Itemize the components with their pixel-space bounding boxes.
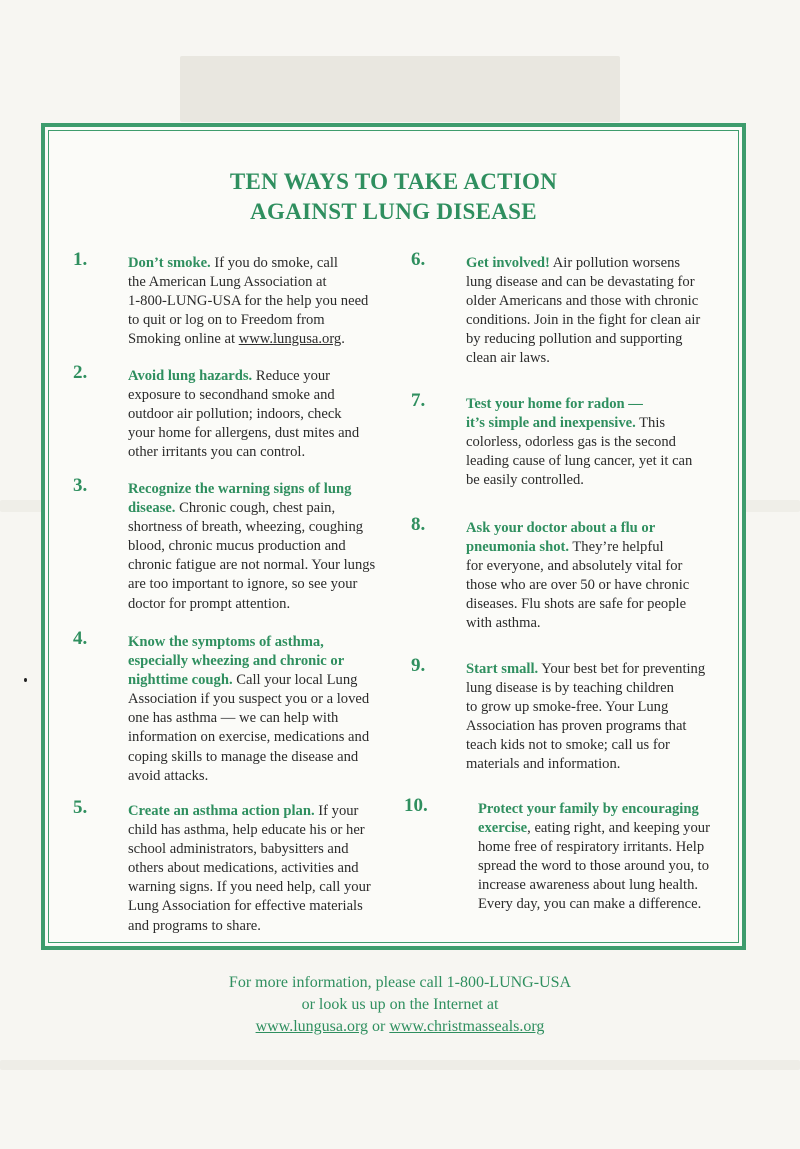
- item-number: 3.: [73, 475, 88, 496]
- item-line: [466, 595, 689, 614]
- item-text: Lung Association for effective materials: [128, 898, 363, 915]
- item-heading: pneumonia shot.: [466, 539, 569, 556]
- item-text: exposure to secondhand smoke and: [128, 387, 335, 404]
- item-line: [466, 254, 700, 273]
- item-text: Association if you suspect you or a loved: [128, 691, 370, 708]
- item-line: [128, 859, 371, 878]
- item-body: [466, 254, 700, 369]
- item-heading: it’s simple and inexpensive.: [466, 415, 636, 432]
- item-text: doctor for prompt attention.: [128, 595, 291, 612]
- item-line: [466, 557, 689, 576]
- item-text: colorless, odorless gas is the second: [466, 434, 676, 451]
- item-line: [478, 857, 710, 876]
- item-text: , eating right, and keeping your: [527, 820, 710, 837]
- item-body: [466, 660, 705, 775]
- item-body: [466, 395, 692, 490]
- item-line: [466, 311, 700, 330]
- speck: [24, 678, 27, 682]
- item-text: outdoor air pollution; indoors, check: [128, 406, 342, 423]
- item-heading: Ask your doctor about a flu or: [466, 520, 656, 536]
- item-text: Every day, you can make a difference.: [478, 896, 702, 913]
- item-text: your home for allergens, dust mites and: [128, 425, 360, 442]
- item-line: [128, 367, 359, 386]
- item-text: They’re helpful: [569, 539, 664, 556]
- item-number: 6.: [411, 249, 426, 270]
- contact-footer: [0, 972, 800, 1038]
- item-text: conditions. Join in the fight for clean air: [466, 312, 701, 329]
- page-title: [45, 167, 742, 227]
- item-text: This: [635, 415, 666, 432]
- item-text: lung disease is by teaching children: [466, 680, 674, 697]
- item-heading: Get involved!: [466, 255, 550, 271]
- item-heading: Avoid lung hazards.: [128, 368, 253, 384]
- item-line: [128, 254, 368, 273]
- item-line: [466, 292, 700, 311]
- item-text: lung disease and can be devastating for: [466, 274, 695, 291]
- item-line: [466, 679, 705, 698]
- item-line: [466, 538, 689, 557]
- item-line: [466, 660, 705, 679]
- item-text: avoid attacks.: [128, 767, 209, 784]
- item-text: others about medications, activities and: [128, 860, 359, 877]
- christmasseals-link[interactable]: www.christmasseals.org: [389, 1018, 545, 1035]
- item-line: [128, 273, 368, 292]
- item-text: to quit or log on to Freedom from: [128, 312, 325, 329]
- item-text: for everyone, and absolutely vital for: [466, 558, 683, 575]
- show-through-band: [0, 1060, 800, 1070]
- item-line: [128, 897, 371, 916]
- item-line: [128, 671, 369, 690]
- item-heading: disease.: [128, 500, 176, 517]
- item-line: [128, 443, 359, 462]
- item-text: child has asthma, help educate his or her: [128, 822, 365, 839]
- item-number: 10.: [404, 795, 428, 816]
- item-text: home free of respiratory irritants. Help: [478, 839, 705, 856]
- item-number: 9.: [411, 655, 426, 676]
- item-number: 7.: [411, 390, 426, 411]
- item-line: [478, 838, 710, 857]
- footer-line-2: or look us up on the Internet at: [301, 996, 499, 1013]
- item-heading: Recognize the warning signs of lung: [128, 481, 352, 497]
- item-number: 5.: [73, 797, 88, 818]
- item-line: [466, 698, 705, 717]
- item-text: Chronic cough, chest pain,: [175, 500, 336, 517]
- item-line: [466, 395, 692, 414]
- item-line: [466, 717, 705, 736]
- item-line: [128, 709, 369, 728]
- footer-connector: or: [368, 1018, 390, 1035]
- item-text: increase awareness about lung health.: [478, 877, 699, 894]
- item-line: [128, 480, 375, 499]
- item-line: [478, 895, 710, 914]
- item-number: 8.: [411, 514, 426, 535]
- item-line: [128, 595, 375, 614]
- item-text: coping skills to manage the disease and: [128, 748, 359, 765]
- item-text: warning signs. If you need help, call your: [128, 879, 371, 896]
- footer-line-1: For more information, please call 1-800-LUNG-USA: [228, 974, 572, 991]
- item-heading: Start small.: [466, 661, 539, 677]
- item-number: 2.: [73, 362, 88, 383]
- item-text: be easily controlled.: [466, 472, 584, 489]
- item-body: [128, 254, 368, 349]
- item-line: [478, 876, 710, 895]
- item-text: diseases. Flu shots are safe for people: [466, 596, 687, 613]
- item-line: [466, 471, 692, 490]
- item-line: [128, 802, 371, 821]
- item-body: [128, 633, 369, 786]
- item-line: [466, 576, 689, 595]
- item-heading: Protect your family by encouraging: [478, 801, 699, 817]
- item-line: [466, 452, 692, 471]
- item-text: materials and information.: [466, 756, 621, 773]
- item-line: [128, 652, 369, 671]
- item-text: If you do smoke, call: [210, 255, 338, 271]
- item-line: [128, 311, 368, 330]
- item-line: [128, 633, 369, 652]
- item-line: [128, 767, 369, 786]
- title-line-2: AGAINST LUNG DISEASE: [250, 199, 537, 224]
- item-line: [128, 499, 375, 518]
- item-line: [466, 330, 700, 349]
- item-text: by reducing pollution and supporting: [466, 331, 683, 348]
- item-line: [478, 800, 710, 819]
- item-heading: especially wheezing and chronic or: [128, 653, 345, 670]
- item-text: shortness of breath, wheezing, coughing: [128, 519, 364, 536]
- item-text-end: .: [341, 331, 345, 348]
- item-line: [128, 386, 359, 405]
- lungusa-link[interactable]: www.lungusa.org: [255, 1018, 368, 1035]
- item-line: [128, 878, 371, 897]
- content-frame: [41, 123, 746, 950]
- item-heading: Create an asthma action plan.: [128, 803, 315, 819]
- item-body: [478, 800, 710, 915]
- item-line: [466, 755, 705, 774]
- item-text: Reduce your: [252, 368, 331, 384]
- item-line: [478, 819, 710, 838]
- item-line: [466, 433, 692, 452]
- item-line: [128, 575, 375, 594]
- item-text: other irritants you can control.: [128, 444, 306, 461]
- item-line: [128, 518, 375, 537]
- item-text: clean air laws.: [466, 350, 550, 367]
- item-line: [466, 736, 705, 755]
- item-text: leading cause of lung cancer, yet it can: [466, 453, 693, 470]
- item-text: Smoking online at: [128, 331, 239, 348]
- item-text: to grow up smoke-free. Your Lung: [466, 699, 669, 716]
- website-link[interactable]: www.lungusa.org: [238, 331, 342, 348]
- item-number: 1.: [73, 249, 88, 270]
- item-line: [466, 349, 700, 368]
- item-text: 1-800-LUNG-USA for the help you need: [128, 293, 369, 310]
- item-line: [128, 840, 371, 859]
- item-text: If your: [314, 803, 359, 819]
- item-line: [128, 917, 371, 936]
- title-line-1: TEN WAYS TO TAKE ACTION: [229, 169, 558, 194]
- item-body: [128, 367, 359, 462]
- item-heading: exercise: [478, 820, 528, 837]
- item-text: the American Lung Association at: [128, 274, 327, 291]
- item-text: older Americans and those with chronic: [466, 293, 699, 310]
- item-number: 4.: [73, 628, 88, 649]
- item-heading: Don’t smoke.: [128, 255, 211, 271]
- item-heading: Test your home for radon —: [466, 396, 643, 412]
- item-text: chronic fatigue are not normal. Your lungs: [128, 557, 376, 574]
- item-line: [128, 330, 368, 349]
- item-line: [466, 519, 689, 538]
- item-line: [128, 405, 359, 424]
- item-heading: Know the symptoms of asthma,: [128, 634, 324, 650]
- item-text: school administrators, babysitters and: [128, 841, 349, 858]
- item-text: teach kids not to smoke; call us for: [466, 737, 670, 754]
- item-line: [128, 292, 368, 311]
- item-text: blood, chronic mucus production and: [128, 538, 346, 555]
- item-line: [466, 414, 692, 433]
- item-text: Call your local Lung: [232, 672, 358, 689]
- footer-links: [0, 1016, 800, 1038]
- item-line: [466, 614, 689, 633]
- item-body: [128, 802, 371, 936]
- item-heading: nighttime cough.: [128, 672, 233, 689]
- item-text: Air pollution worsens: [549, 255, 681, 271]
- item-line: [128, 821, 371, 840]
- item-line: [128, 556, 375, 575]
- item-text: information on exercise, medications and: [128, 729, 370, 746]
- item-line: [128, 424, 359, 443]
- item-line: [128, 728, 369, 747]
- item-line: [128, 537, 375, 556]
- item-line: [128, 748, 369, 767]
- show-through-year-band: [180, 56, 620, 122]
- item-body: [128, 480, 375, 614]
- item-body: [466, 519, 689, 634]
- item-text: and programs to share.: [128, 917, 261, 934]
- item-line: [128, 690, 369, 709]
- item-text: are too important to ignore, so see your: [128, 576, 358, 593]
- item-text: Association has proven programs that: [466, 718, 687, 735]
- item-text: those who are over 50 or have chronic: [466, 577, 690, 594]
- item-line: [466, 273, 700, 292]
- item-text: spread the word to those around you, to: [478, 858, 710, 875]
- item-text: Your best bet for preventing: [538, 661, 706, 677]
- item-text: with asthma.: [466, 615, 541, 632]
- item-text: one has asthma — we can help with: [128, 710, 339, 727]
